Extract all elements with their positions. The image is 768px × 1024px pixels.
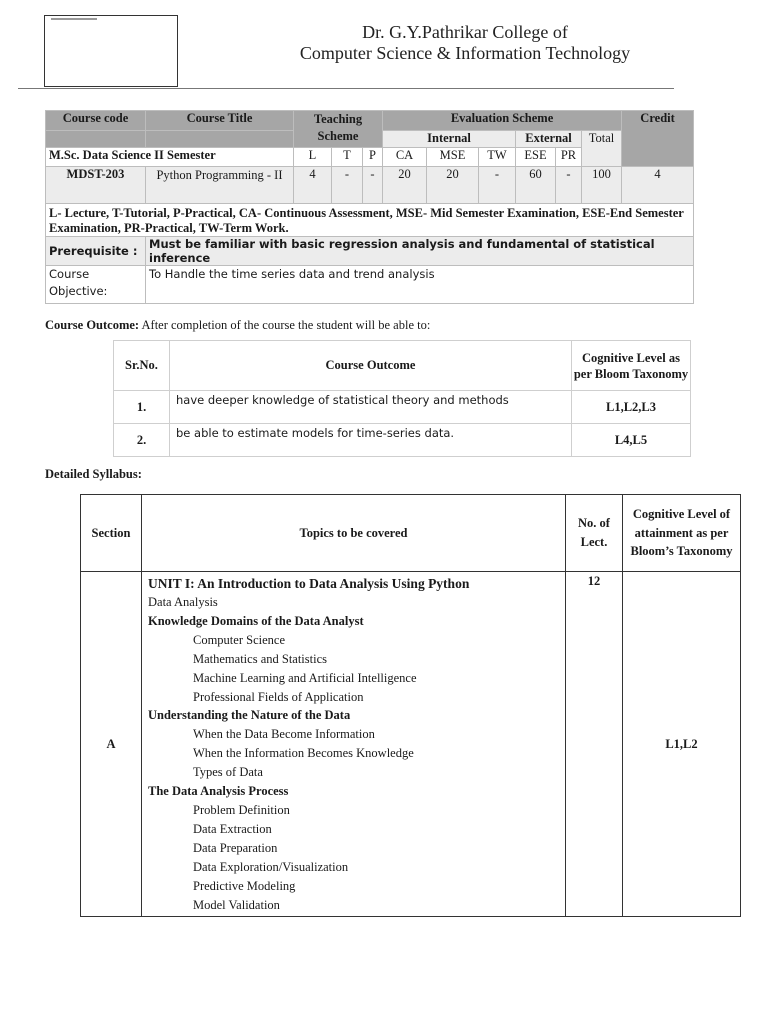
header-total: Total (582, 131, 622, 167)
topic-subitem: Predictive Modeling (193, 878, 296, 893)
value-TW: - (479, 167, 516, 204)
course-outcome-intro (45, 318, 430, 333)
topic-subitem: Data Preparation (193, 840, 278, 855)
topic-list (148, 593, 559, 914)
detailed-syllabus-heading: Detailed Syllabus: (45, 467, 142, 481)
topic-item: Data Analysis (148, 595, 218, 609)
value-CA: 20 (383, 167, 427, 204)
college-name-line2: Computer Science & Information Technology (299, 43, 631, 63)
course-outcome-intro-text: After completion of the course the student will be able to: (139, 318, 431, 332)
attainment-level: L1,L2 (623, 572, 741, 917)
course-scheme-table (45, 110, 694, 304)
header-sr-no: Sr.No. (114, 341, 170, 391)
prerequisite-label: Prerequisite : (46, 237, 146, 266)
header-TW: TW (479, 148, 516, 167)
topic-subitem: Machine Learning and Artificial Intelligence (193, 670, 417, 685)
header-evaluation-scheme: Evaluation Scheme (383, 111, 622, 131)
header-lectures: No. of Lect. (566, 495, 623, 572)
course-code: MDST-203 (46, 167, 146, 204)
topics-cell (142, 572, 566, 917)
prerequisite-text: Must be familiar with basic regression analysis and fundamental of statistical inference (146, 237, 694, 266)
course-title: Python Programming - II (146, 167, 294, 204)
value-T: - (332, 167, 363, 204)
value-L: 4 (294, 167, 332, 204)
header-blank-1 (46, 131, 146, 148)
outcome-level: L4,L5 (572, 424, 691, 457)
logo-caption-mark (51, 18, 97, 20)
table-row (114, 391, 691, 424)
unit-title: UNIT I: An Introduction to Data Analysis Using Python (148, 576, 470, 591)
header-divider (18, 88, 674, 89)
college-name-line1: Dr. G.Y.Pathrikar College of (362, 22, 568, 42)
topic-subitem: Model Validation (193, 897, 280, 912)
course-outcome-table (113, 340, 691, 457)
header-section: Section (81, 495, 142, 572)
outcome-level: L1,L2,L3 (572, 391, 691, 424)
topic-subitem: Mathematics and Statistics (193, 651, 328, 666)
outcome-text: be able to estimate models for time-series data. (170, 424, 572, 457)
header-T: T (332, 148, 363, 167)
objective-text: To Handle the time series data and trend analysis (146, 266, 694, 304)
outcome-number: 1. (114, 391, 170, 424)
course-outcome-label: Course Outcome: (45, 318, 140, 332)
table-row (114, 424, 691, 457)
value-credit: 4 (622, 167, 694, 204)
topic-subitem: Professional Fields of Application (193, 689, 364, 704)
value-ESE: 60 (516, 167, 556, 204)
header-PR: PR (556, 148, 582, 167)
header-course-title: Course Title (146, 111, 294, 131)
header-ESE: ESE (516, 148, 556, 167)
header-L: L (294, 148, 332, 167)
topic-subitem: Data Extraction (193, 821, 272, 836)
header-external: External (516, 131, 582, 148)
header-course-code: Course code (46, 111, 146, 131)
header-cognitive-level: Cognitive Level as per Bloom Taxonomy (572, 341, 691, 391)
value-total: 100 (582, 167, 622, 204)
header-internal: Internal (383, 131, 516, 148)
outcome-number: 2. (114, 424, 170, 457)
table-row (81, 572, 741, 917)
syllabus-table (80, 494, 741, 917)
header-CA: CA (383, 148, 427, 167)
topic-subitem: Types of Data (193, 765, 263, 780)
college-name (240, 22, 690, 64)
topic-subitem: When the Data Become Information (193, 727, 375, 742)
abbreviation-legend: L- Lecture, T-Tutorial, P-Practical, CA- Continuous Assessment, MSE- Mid Semester Examination, ESE-End Semester Examination, PR-Practical, TW-Term Work. (46, 204, 694, 237)
header-blank-2 (146, 131, 294, 148)
topic-subitem: Computer Science (193, 632, 285, 647)
value-P: - (363, 167, 383, 204)
topic-heading: The Data Analysis Process (148, 784, 289, 799)
topic-heading: Understanding the Nature of the Data (148, 708, 351, 723)
college-logo-placeholder (44, 15, 178, 87)
semester-label: M.Sc. Data Science II Semester (46, 148, 294, 167)
lecture-count: 12 (566, 572, 623, 917)
header-course-outcome: Course Outcome (170, 341, 572, 391)
topic-subitem: Problem Definition (193, 802, 290, 817)
header-P: P (363, 148, 383, 167)
value-MSE: 20 (427, 167, 479, 204)
outcome-text: have deeper knowledge of statistical theory and methods (170, 391, 572, 424)
header-teaching-scheme: Teaching Scheme (294, 111, 383, 148)
objective-label: Course Objective: (46, 266, 146, 304)
header-MSE: MSE (427, 148, 479, 167)
section-letter: A (81, 572, 142, 917)
header-credit: Credit (622, 111, 694, 167)
topic-heading: Knowledge Domains of the Data Analyst (148, 613, 364, 628)
topic-subitem: Data Exploration/Visualization (193, 859, 349, 874)
value-PR: - (556, 167, 582, 204)
header-topics: Topics to be covered (142, 495, 566, 572)
header-cognitive-attainment: Cognitive Level of attainment as per Bloom’s Taxonomy (623, 495, 741, 572)
topic-subitem: When the Information Becomes Knowledge (193, 746, 414, 761)
